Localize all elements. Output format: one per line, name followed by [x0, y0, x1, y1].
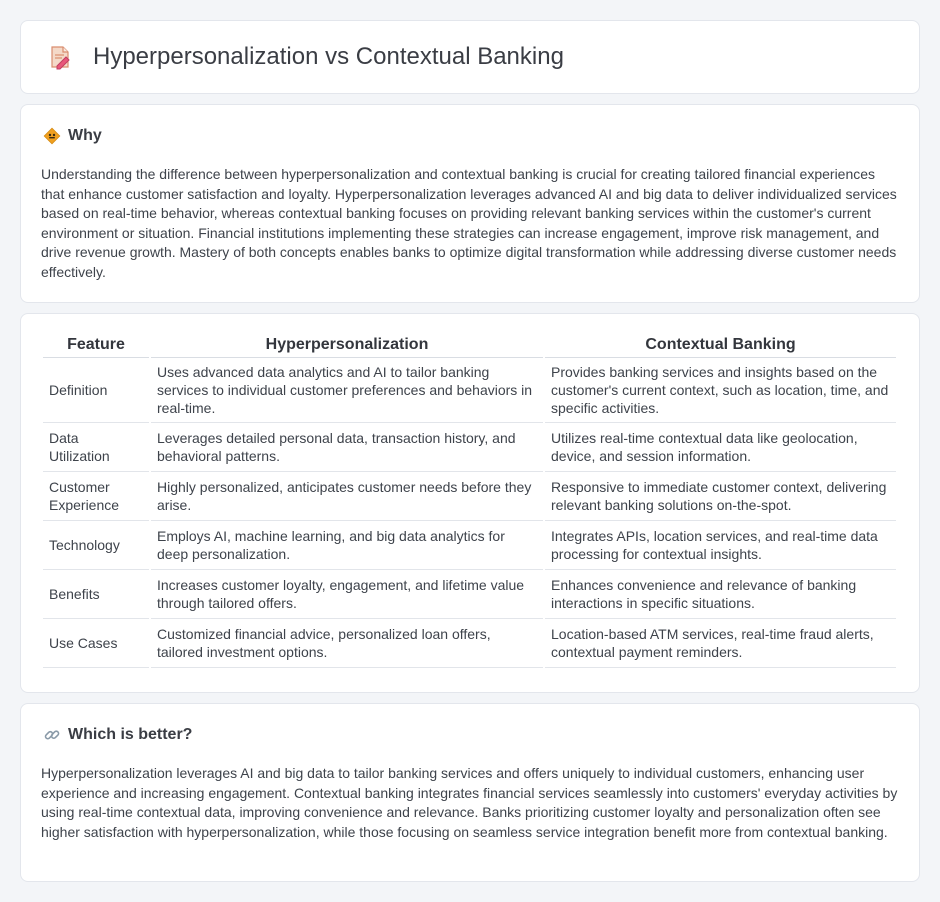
context-cell: Provides banking services and insights based on the customer's current context, such as location, time, and specific activities.: [545, 358, 896, 423]
why-heading: [43, 127, 102, 145]
page-title: Hyperpersonalization vs Contextual Banking: [93, 43, 564, 70]
better-text: Hyperpersonalization leverages AI and big data to tailor banking services and offers uniquely to individual customers, enhancing user experience and increasing engagement. Contextual banking integrates financial services seamlessly into customers' everyday activities by using real-time contextual data, improving convenience and relevance. Banks prioritizing customer loyalty and personalization often see higher satisfaction with hyperpersonalization, while those focusing on seamless service integration benefit more from contextual banking.: [41, 765, 898, 840]
context-cell: Integrates APIs, location services, and real-time data processing for contextual insights.: [545, 521, 896, 570]
comparison-table: [41, 334, 898, 668]
header-contextual-banking: Contextual Banking: [545, 334, 896, 358]
feature-cell: Use Cases: [43, 619, 149, 668]
why-title: Why: [68, 127, 102, 144]
hyper-cell: Increases customer loyalty, engagement, and lifetime value through tailored offers.: [151, 570, 543, 619]
header-feature: Feature: [43, 334, 149, 358]
hyper-cell: Highly personalized, anticipates customer needs before they arise.: [151, 472, 543, 521]
table-header-row: [43, 334, 896, 358]
context-cell: Location-based ATM services, real-time fraud alerts, contextual payment reminders.: [545, 619, 896, 668]
why-card: [20, 104, 920, 303]
context-cell: Responsive to immediate customer context, delivering relevant banking solutions on-the-spot.: [545, 472, 896, 521]
hyper-cell: Customized financial advice, personalized loan offers, tailored investment options.: [151, 619, 543, 668]
hyper-cell: Employs AI, machine learning, and big data analytics for deep personalization.: [151, 521, 543, 570]
better-title: Which is better?: [68, 726, 193, 743]
header-hyperpersonalization: Hyperpersonalization: [151, 334, 543, 358]
link-icon: [43, 726, 61, 744]
table-row: [43, 570, 896, 619]
feature-cell: Technology: [43, 521, 149, 570]
table-row: [43, 521, 896, 570]
table-row: [43, 358, 896, 423]
table-row: [43, 423, 896, 472]
feature-cell: Data Utilization: [43, 423, 149, 472]
document-pencil-icon: [47, 44, 73, 70]
why-text: Understanding the difference between hyperpersonalization and contextual banking is crucial for creating tailored financial experiences that enhance customer satisfaction and loyalty. Hyperpersonalization leverages advanced AI and big data to deliver individualized services based on real-time behavior, whereas contextual banking focuses on providing relevant banking services within the customer's current environment or situation. Financial institutions implementing these strategies can increase engagement, improve risk management, and drive revenue growth. Mastery of both concepts enables banks to optimize digital transformation while addressing diverse customer needs effectively.: [41, 166, 897, 280]
feature-cell: Definition: [43, 358, 149, 423]
hyper-cell: Leverages detailed personal data, transaction history, and behavioral patterns.: [151, 423, 543, 472]
better-heading: [43, 726, 192, 744]
hyper-cell: Uses advanced data analytics and AI to tailor banking services to individual customer preferences and behaviors in real-time.: [151, 358, 543, 423]
context-cell: Utilizes real-time contextual data like geolocation, device, and session information.: [545, 423, 896, 472]
diamond-sign-icon: [43, 127, 61, 145]
table-row: [43, 619, 896, 668]
title-card: [20, 20, 920, 94]
feature-cell: Customer Experience: [43, 472, 149, 521]
feature-cell: Benefits: [43, 570, 149, 619]
context-cell: Enhances convenience and relevance of banking interactions in specific situations.: [545, 570, 896, 619]
which-is-better-card: [20, 703, 920, 882]
comparison-card: [20, 313, 920, 693]
table-row: [43, 472, 896, 521]
